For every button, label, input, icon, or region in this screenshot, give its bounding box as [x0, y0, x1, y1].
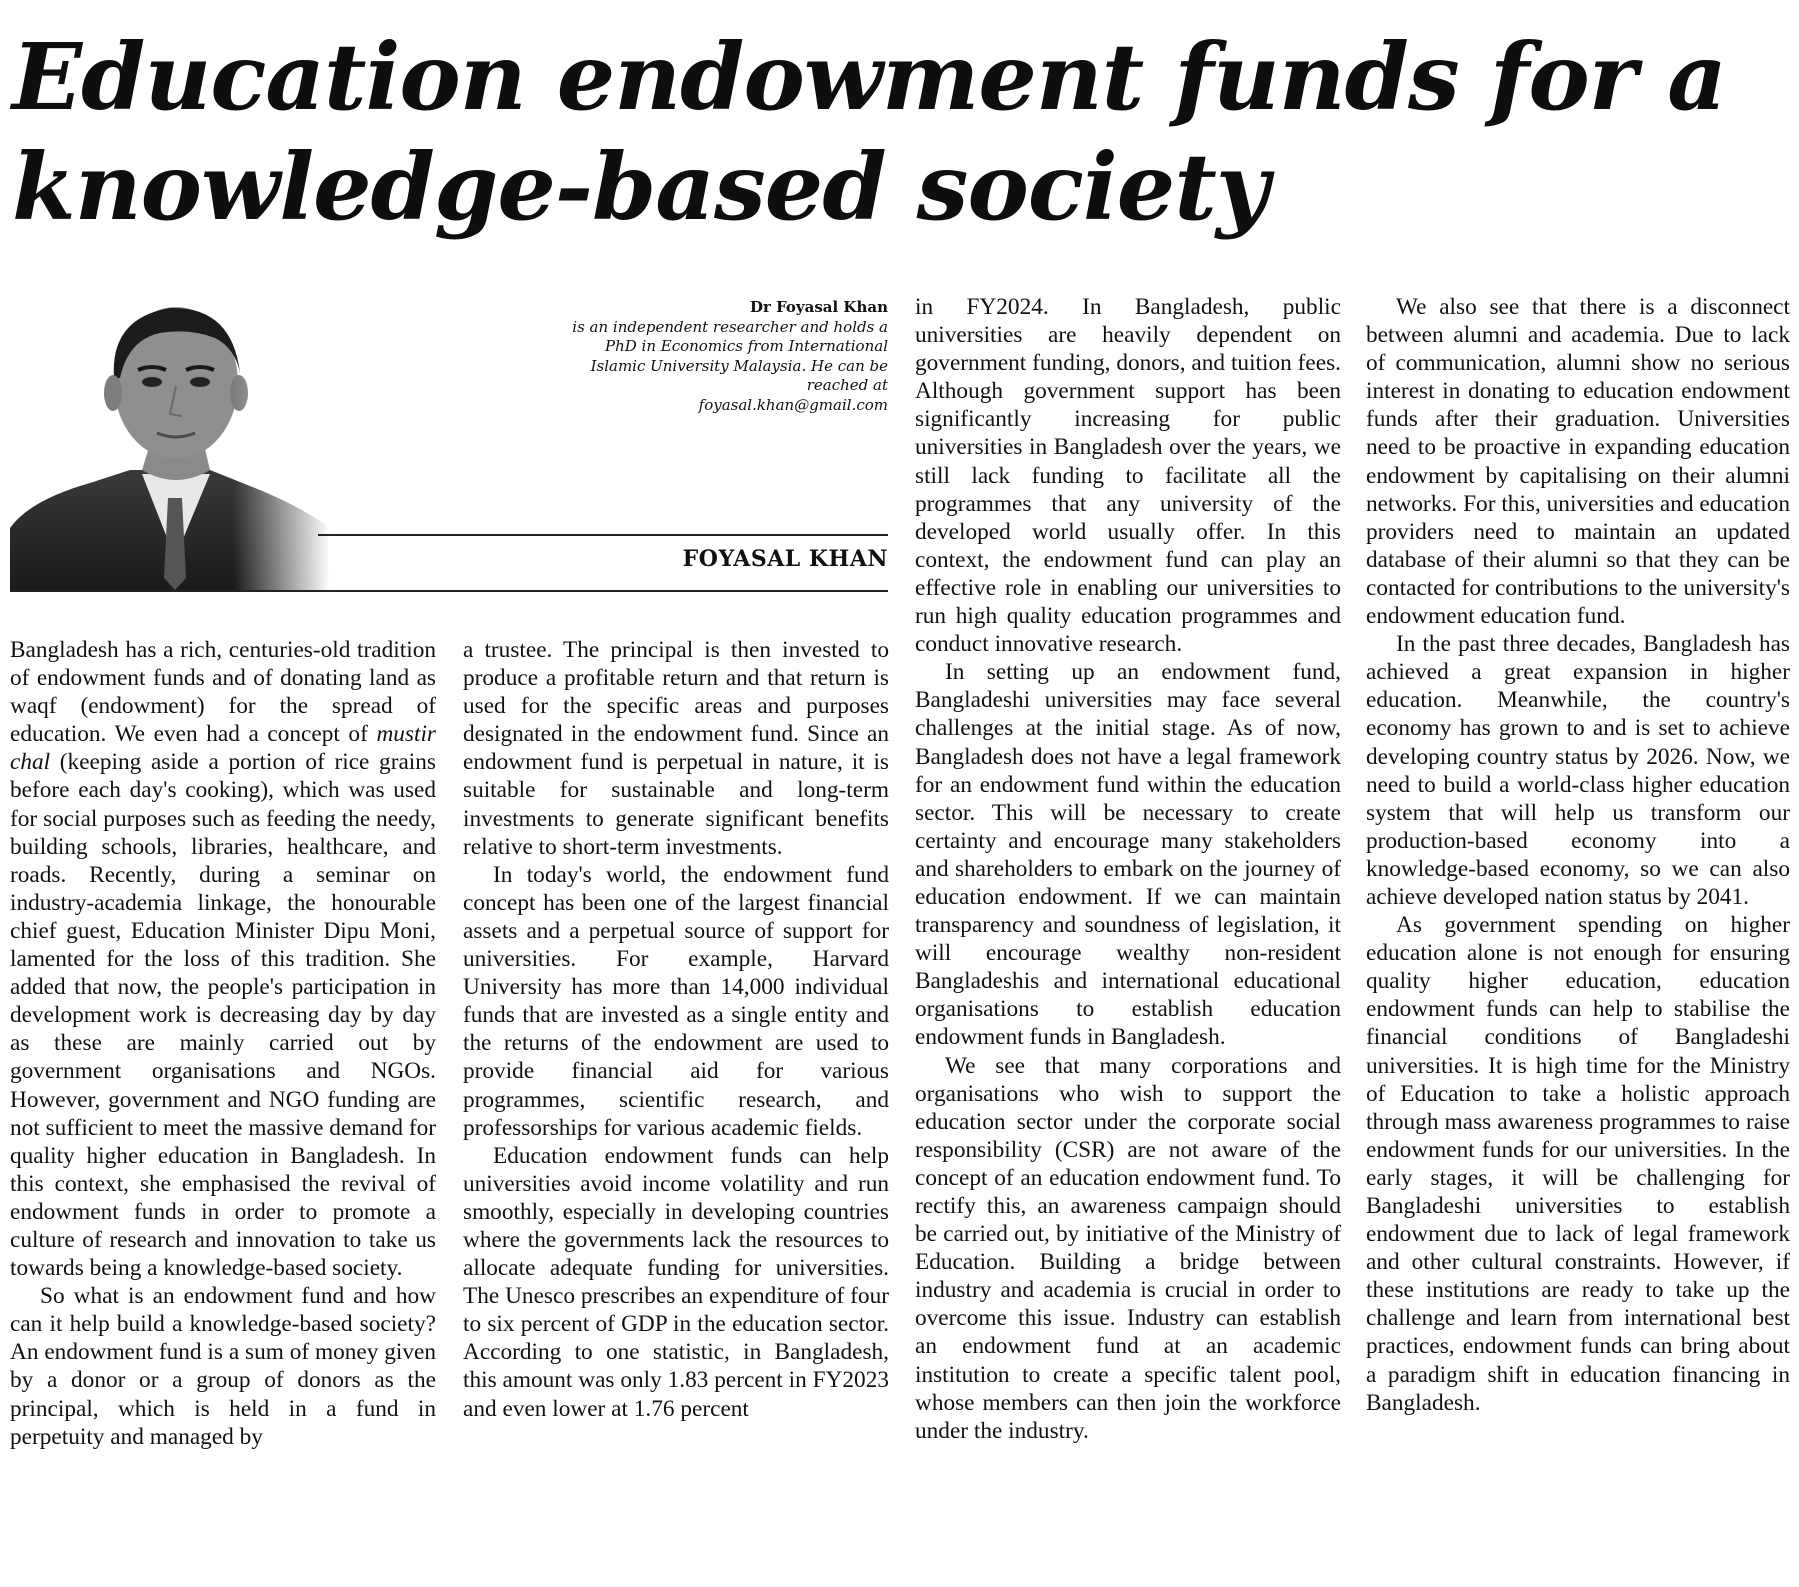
article-column-4	[1366, 293, 1790, 1576]
emphasis-term: mustir chal	[10, 721, 436, 776]
paragraph: In the past three decades, Bangladesh has achieved a great expansion in higher education. Meanwhile, the country's economy has grown to and is set to achieve developing country status by 2026. Now, we need to build a world-class higher education system that will help us transform our production-based economy into a knowledge-based economy, so we can also achieve developed nation status by 2041.	[1366, 631, 1790, 910]
paragraph	[10, 636, 436, 1282]
article-column-1	[10, 636, 436, 1576]
author-email: foyasal.khan@gmail.com	[698, 395, 888, 414]
paragraph-text: (keeping aside a portion of rice grains before each day's cooking), which was used for social purposes such as feeding the needy, building schools, libraries, healthcare, and roads. Recently, during a seminar on industry-academia linkage, the honourable chief guest, Education Minister Dipu Moni, lamented for the loss of this tradition. She added that now, the people's participation in development work is decreasing day by day as these are mainly carried out by government organisations and NGOs. However, government and NGO funding are not sufficient to meet the massive demand for quality higher education in Bangladesh. In this context, she emphasised the revival of endowment funds in order to promote a culture of research and innovation to take us towards being a knowledge-based society.	[10, 749, 436, 1282]
author-name: Dr Foyasal Khan	[749, 298, 888, 316]
headline-line-1: Education endowment funds for a	[12, 23, 1726, 131]
headline-line-2: knowledge-based society	[12, 133, 1269, 241]
paragraph: So what is an endowment fund and how can it help build a knowledge-based society? An endowment fund is a sum of money given by a donor or a group of donors as the principal, which is held in a fund in perpetuity and managed by	[10, 1283, 436, 1450]
byline-divider	[318, 534, 888, 536]
author-description: is an independent researcher and holds a PhD in Economics from International Islamic University Malaysia. He can be reached at	[572, 317, 888, 394]
paragraph: In setting up an endowment fund, Bangladeshi universities may face several challenges at the initial stage. As of now, Bangladesh does not have a legal framework for an endowment fund within the education sector. This will be necessary to create certainty and encourage many stakeholders and shareholders to embark on the journey of education endowment. If we can maintain transparency and soundness of legislation, it will encourage wealthy non-resident Bangladeshis and international educational organisations to establish education endowment funds in Bangladesh.	[915, 659, 1341, 1051]
author-bio	[560, 298, 888, 415]
paragraph: In today's world, the endowment fund concept has been one of the largest financial assets and a perpetual source of support for universities. For example, Harvard University has more than 14,000 individual funds that are invested as a single entity and the returns of the endowment are used to provide financial aid for various programmes, scientific research, and professorships for various academic fields.	[463, 861, 889, 1141]
headline	[12, 22, 1782, 242]
byline: FOYASAL KHAN	[682, 546, 888, 572]
author-photo	[10, 278, 330, 590]
article-column-2	[463, 636, 889, 1576]
paragraph: We see that many corporations and organisations who wish to support the education sector under the corporate social responsibility (CSR) are not aware of the concept of an education endowment fund. To rectify this, an awareness campaign should be carried out, by initiative of the Ministry of Education. Building a bridge between industry and academia is crucial in order to overcome this issue. Industry can establish an endowment fund at an academic institution to create a specific talent pool, whose members can then join the workforce under the industry.	[915, 1052, 1341, 1444]
paragraph: Education endowment funds can help universities avoid income volatility and run smoothly, especially in developing countries where the governments lack the resources to allocate adequate funding for universities. The Unesco prescribes an expenditure of four to six percent of GDP in the education sector. According to one statistic, in Bangladesh, this amount was only 1.83 percent in FY2023 and even lower at 1.76 percent	[463, 1142, 889, 1422]
paragraph: a trustee. The principal is then invested to produce a profitable return and that return is used for the specific areas and purposes designated in the endowment fund. Since an endowment fund is perpetual in nature, it is suitable for sustainable and long-term investments to generate significant benefits relative to short-term investments.	[463, 637, 889, 860]
paragraph: We also see that there is a disconnect between alumni and academia. Due to lack of communication, alumni show no serious interest in donating to education endowment funds after their graduation. Universities need to be proactive in expanding education endowment by capitalising on their alumni networks. For this, universities and education providers need to maintain an updated database of their alumni so that they can be contacted for contributions to the university's endowment education fund.	[1366, 294, 1790, 630]
paragraph: in FY2024. In Bangladesh, public universities are heavily dependent on government funding, donors, and tuition fees. Although government support has been significantly increasing for public universities in Bangladesh over the years, we still lack funding to facilitate all the programmes that any university of the developed world usually offer. In this context, the endowment fund can play an effective role in enabling our universities to run high quality education programmes and conduct innovative research.	[915, 294, 1341, 658]
section-divider	[10, 590, 888, 592]
article-column-3	[915, 293, 1341, 1576]
paragraph: As government spending on higher education alone is not enough for ensuring quality higher education, education endowment funds can help to stabilise the financial conditions of Bangladeshi universities. It is high time for the Ministry of Education to take a holistic approach through mass awareness programmes to raise endowment funds for our universities. In the early stages, it will be challenging for Bangladeshi universities to establish endowment due to lack of legal framework and other cultural constraints. However, if these institutions are ready to take up the challenge and learn from international best practices, endowment funds can bring about a paradigm shift in education financing in Bangladesh.	[1366, 912, 1790, 1416]
paragraph-text: Bangladesh has a rich, centuries-old tradition of endowment funds and of donating land as waqf (endowment) for the spread of education. We even had a concept of	[10, 637, 436, 748]
